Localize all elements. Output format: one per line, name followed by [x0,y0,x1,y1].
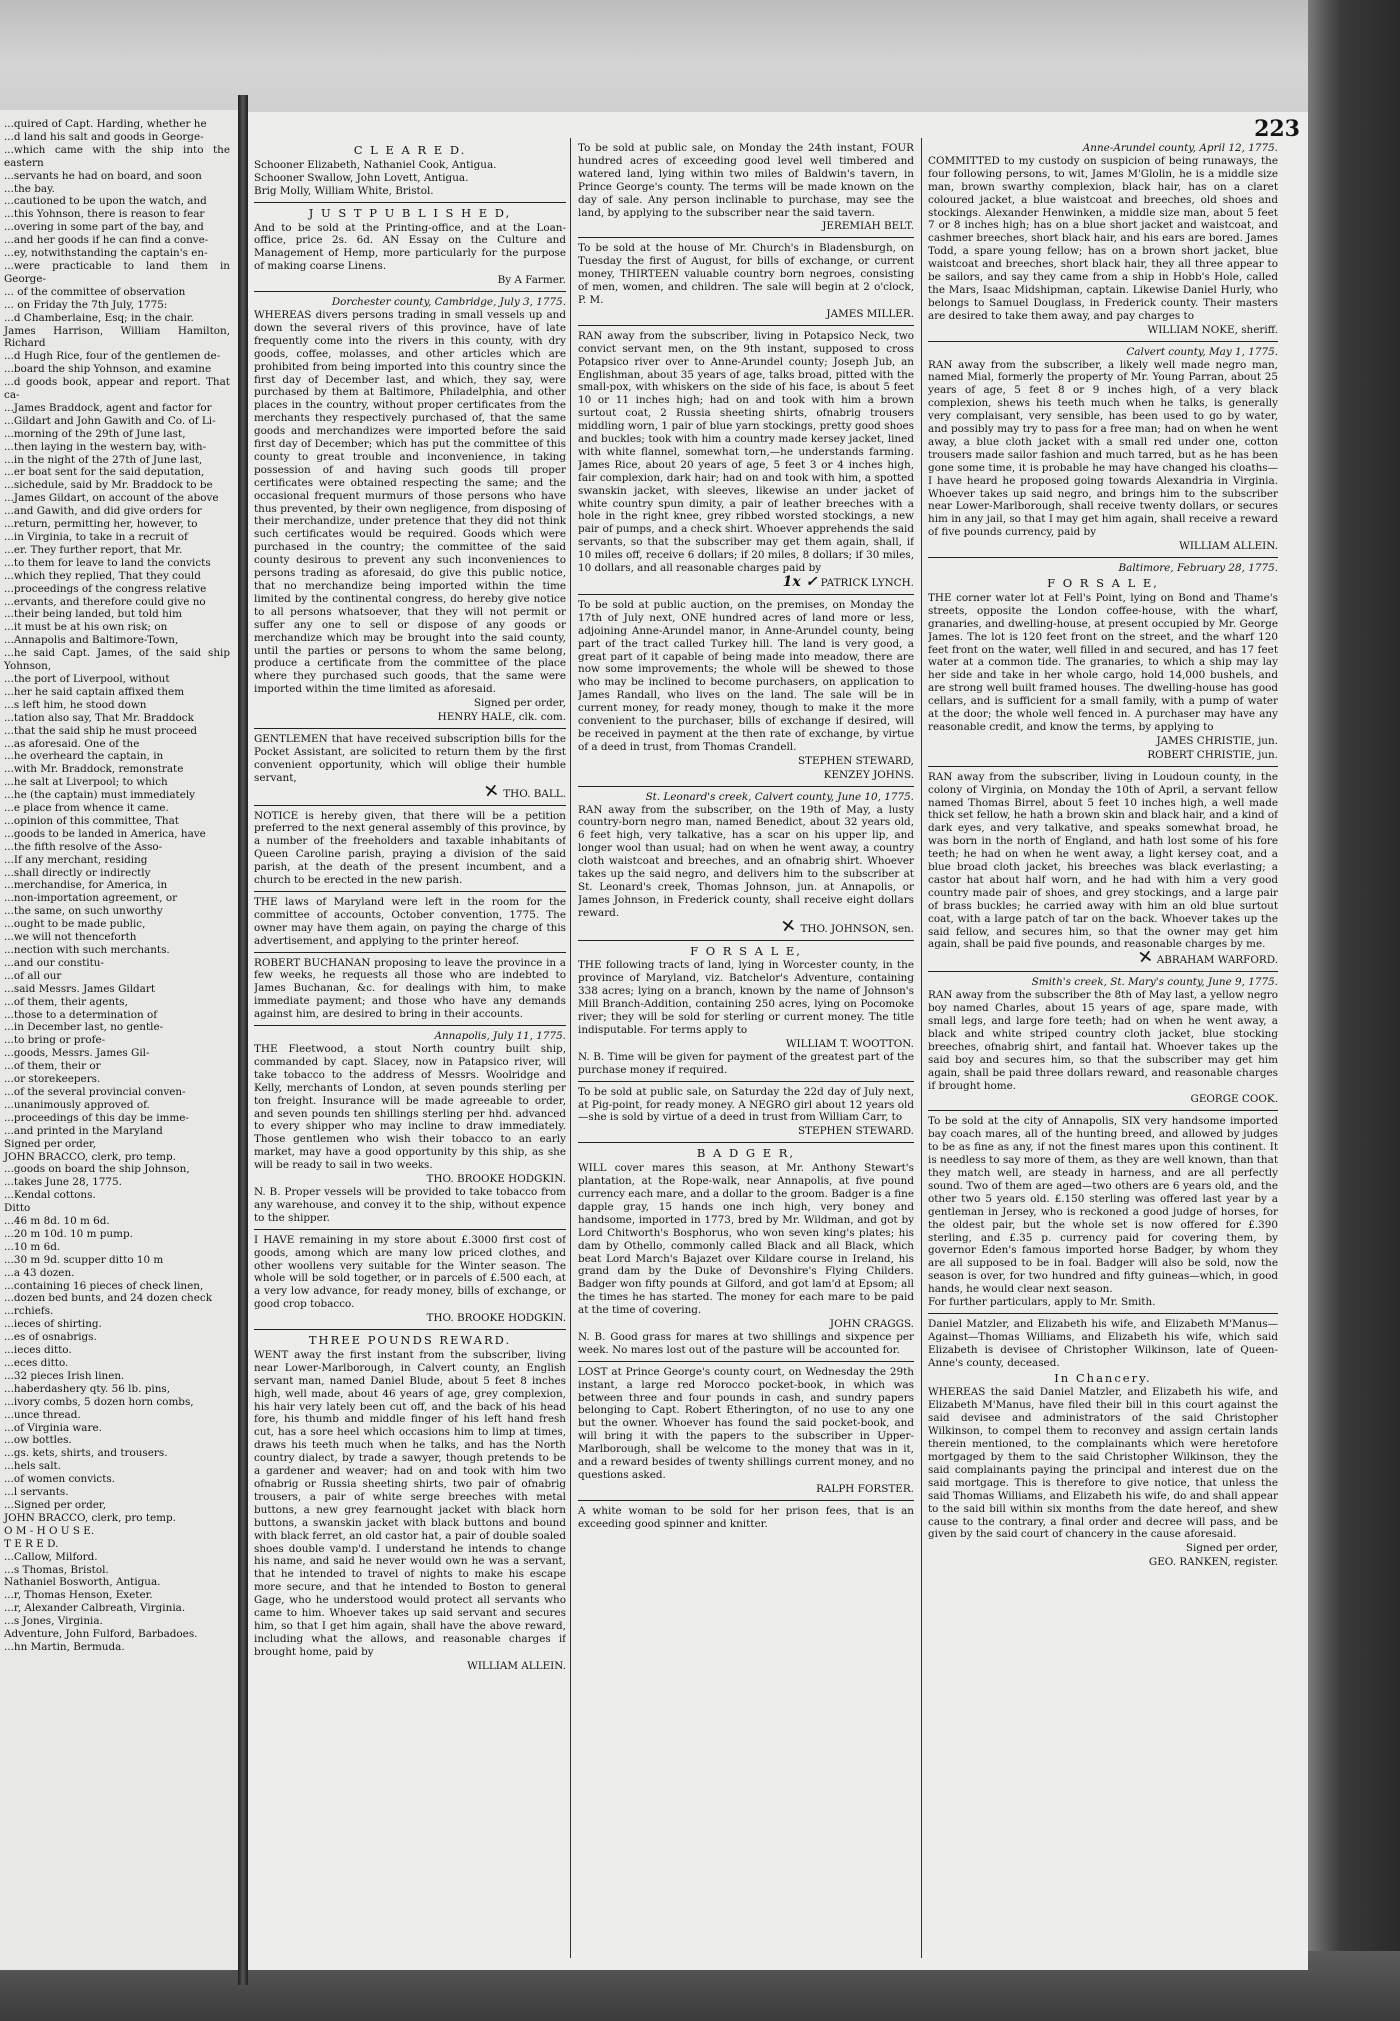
left-text-line: ...which they replied, That they could [4,569,201,582]
left-text-line: ...takes June 28, 1775. [4,1176,122,1189]
left-text-line: ...he salt at Liverpool; to which [4,776,168,789]
left-text-line: ...this Yohnson, there is reason to fear [4,208,205,221]
bladensburgh-sale-ad [578,242,914,320]
left-text-line: ...10 m 6d. [4,1240,61,1253]
left-text-line: ...r, Alexander Calbreath, Virginia. [4,1602,186,1615]
ad-body: And to be sold at the Printing-office, and at the Loan-office, price 2s. 6d. AN Essay on the Culture and Management of Hemp, more particularly for the purpose of making coarse Linens. [254,221,566,273]
left-text-line: ...quired of Capt. Harding, whether he [4,118,207,130]
left-text-line: ...of all our [4,969,62,982]
left-text-line: ...and Gawith, and did give orders for [4,505,202,518]
ad-signature: By A Farmer. [497,274,566,287]
ad-divider [578,237,914,238]
left-text-line: Nathaniel Bosworth, Antigua. [4,1576,161,1589]
ad-signature: Signed per order, [473,697,566,710]
left-text-line: T E R E D. [4,1537,59,1550]
ad-signature: STEPHEN STEWARD, [797,754,914,767]
left-text-line: ...Callow, Milford. [4,1550,98,1563]
left-text-line: ...board the ship Yohnson, and examine [4,363,212,376]
ad-body: RAN away from the subscriber, living in Loudoun county, in the colony of Virginia, on Monday the 10th of April, a servant fellow named Thomas Birrel, about 5 feet 10 inches high, a well made thick set fellow, he hath a brown skin and black hair, and a kind of dark eyes, and very talkative, and speaks somewhat broad, he was born in the north of England, and hath lost some of his fore teeth; he had on when he went away, a light kersey coat, and a blue broad cloth jacket, his breeches was black everlasting; a castor hat about half worn, and he had with him a very good country made pair of shoes, and grey stockings, and a large pair of brass buckles; he carried away with him an old blue surtout coat, with a large patch of tar on the back. Whoever takes up the said fellow, and secures him, so that the owner may get him again, shall be paid five pounds, and reasonable charges by me. [928,770,1278,951]
ad-body: THE corner water lot at Fell's Point, lying on Bond and Thame's streets, opposite the London coffee-house, with the wharf, granaries, and dwelling-house, at present occupied by Mr. George James. The lot is 120 feet front on the street, and the wharf 120 feet front on the water, well filled in and secured, and has 17 feet water at a common tide. The granaries, to which a ship may lay her side and take in her whole cargo, hold 14,000 bushels, and are strong well built framed houses. The dwelling-house has good cellars, and is sufficient for a small family, with a pump of water at the door; the whole well fenced in. A purchaser may have any reasonable credit, and know the terms, by applying to [928,591,1278,733]
ad-dateline: Calvert county, May 1, 1775. [1126,345,1278,358]
ad-divider [928,1313,1278,1314]
left-text-line: ...cautioned to be upon the watch, and [4,195,207,208]
runaway-birrel-ad [928,771,1278,968]
left-text-line: ...which came with the ship into the eastern [4,143,230,169]
runaway-servant-reward-ad [254,1334,566,1673]
ad-divider [254,202,566,203]
left-text-line: ...we will not thenceforth [4,931,137,944]
ad-body: RAN away from the subscriber, a likely well made negro man, named Mial, formerly the property of Mr. Young Parran, about 25 years of age, 5 feet 8 or 9 inches high, of a very black complexion, shews his teeth much when he talks, is generally very complaisant, very sensible, has been used to go by water, and possibly may try to pass for a free man; had on when he went away, a blue cloth jacket with a small red under one, cotton trousers made sailor fashion and much tarred, but as he has been gone some time, it is probable he may have changed his cloaths—I have heard he proposed going towards Alexandria in Virginia. Whoever takes up said negro, and brings him to the subscriber near Lower-Marlborough, shall receive twenty dollars, or secures him in any jail, so that I may get him again, shall receive a reward of five pounds currency, paid by [928,358,1278,539]
ad-body: I HAVE remaining in my store about £.3000 first cost of goods, among which are many low priced clothes, and other woollens very suitable for the Winter season. The whole will be sold together, or in parcels of £.500 each, at a very low advance, for ready money, bills of exchange, or good crop tobacco. [254,1233,566,1311]
left-text-line: James Harrison, William Hamilton, Richard [4,324,230,350]
ad-body: COMMITTED to my custody on suspicion of being runaways, the four following persons, to wit, James M'Glolin, he is a middle size man, brown swarthy complexion, black hair, has on a claret coloured jacket, a blue waistcoat and breeches, old shoes and stockings. Alexander Henwinken, a middle size man, about 5 feet 7 or 8 inches high; has on a blue short jacket and waistcoat, and cashmer breeches, short black hair, and his ears are bored. James Todd, a spare young fellow; has on a brown short jacket, blue waistcoat and breeches, short black hair, they all three appear to be sailors, and say they came from a ship in Hobb's Hole, called the Mars, Isaac Midshipman, captain. Likewise Daniel Hurly, who belongs to Samuel Douglass, in Frederick county. Their masters are desired to take them away, and pay charges to [928,154,1278,322]
auction-ad [578,599,914,782]
left-text-line: JOHN BRACCO, clerk, pro temp. [4,1150,176,1163]
left-text-line: ...of Virginia ware. [4,1421,102,1434]
left-text-line: ...servants he had on board, and soon [4,169,202,182]
ad-divider [578,1142,914,1143]
left-text-line: ...sichedule, said by Mr. Braddock to be [4,479,213,492]
dorchester-committee-notice [254,296,566,724]
ad-divider [254,952,566,953]
ad-divider [578,594,914,595]
left-text-line: ...merchandise, for America, in [4,879,168,892]
ad-note: For further particulars, apply to Mr. Smith. [928,1296,1156,1309]
ink-mark-icon: ✕ [779,914,798,938]
left-text-line: ...ieces of shirting. [4,1318,102,1331]
ad-body: RAN away from the subscriber, on the 19th of May, a lusty country-born negro man, named Benedict, about 32 years old, 6 feet high, very talkative, has a scar on his upper lip, and longer wool than usual; had on when he went away, a country cloth waistcoat and breeches, and an ofnabrig shirt. Whoever takes up the said negro, and delivers him to the subscriber at St. Leonard's creek, Thomas Johnson, jun. at Annapolis, or James Johnson, in Frederick county, shall receive eight dollars reward. [578,803,914,919]
left-text-line: ...haberdashery qty. 56 lb. pins, [4,1382,171,1395]
ad-signature: ✕ THO. BALL. [482,779,566,803]
ad-dateline: St. Leonard's creek, Calvert county, June 10, 1775. [645,790,914,803]
column-3 [928,142,1278,1957]
left-text-line: ...the port of Liverpool, without [4,672,170,685]
ad-body: RAN away from the subscriber the 8th of May last, a yellow negro boy named Charles, about 15 years of age, spare made, with small legs, and large fore teeth; had on when he went away, a black and white striped country cloth jacket, blue stocking breeches, ofnabrig shirt, and fantail hat. Whoever takes up the said boy and secures him, so that the subscriber may get him again, shall be paid three dollars reward, and reasonable charges if brought home. [928,989,1278,1092]
left-page-fragment [0,110,241,1970]
left-text-line: ...hels salt. [4,1460,62,1473]
left-text-line: ...d goods book, appear and report. That ca- [4,376,230,402]
left-text-line: ...hn Martin, Bermuda. [4,1640,125,1653]
left-text-line: ...Kendal cottons. [4,1189,96,1202]
left-text-line: ...those to a determination of [4,1008,158,1021]
ad-signature: JAMES MILLER. [826,307,914,320]
ad-body: LOST at Prince George's county court, on Wednesday the 29th instant, a large red Morocco pocket-book, in which was between three and four pounds in cash, and sundry papers belonging to Capt. Robert Etherington, of no use to any one but the owner. Whoever has found the said pocket-book, and will bring it with the papers to the subscriber in Upper-Marlborough, shall be welcome to the money that was in it, and a reward besides of twenty shillings current money, and no questions asked. [578,1365,914,1481]
left-text-line: ...and our constitu- [4,956,104,969]
ad-dateline: Annapolis, July 11, 1775. [434,1030,566,1043]
left-text-line: ...were practicable to land them in George- [4,259,230,285]
ad-note: N. B. Proper vessels will be provided to take tobacco from any warehouse, and convey it to the ship, without expence to the shipper. [254,1185,566,1224]
left-text-line: ...d Chamberlaine, Esq; in the chair. [4,311,194,324]
left-text-line: ...return, permitting her, however, to [4,518,198,531]
runaway-mial-ad [928,346,1278,554]
left-text-line: ...ought to be made public, [4,918,146,931]
runaway-charles-ad [928,976,1278,1106]
column-rule [921,138,922,1958]
left-text-line: ...to them for leave to land the convicts [4,556,211,569]
left-text-line: ...Gildart and John Gawith and Co. of Li- [4,414,216,427]
ad-body: GENTLEMEN that have received subscription bills for the Pocket Assistant, are solicited to return them by the first convenient opportunity, which will oblige their humble servant, [254,732,566,784]
left-text-line: ...as aforesaid. One of the [4,737,140,750]
left-text-line: ...Signed per order, [4,1498,107,1511]
ad-signature: Signed per order, [1185,1542,1278,1555]
ad-note: N. B. Time will be given for payment of the greatest part of the purchase money if required. [578,1050,914,1076]
ad-body: WILL cover mares this season, at Mr. Anthony Stewart's plantation, at the Rope-walk, near Annapolis, at five pound currency each mare, and a dollar to the groom. Badger is a fine dapple gray, 15 hands one inch high, very boney and handsome, imported in 1773, bred by Mr. Wildman, and got by Lord Chitworth's Bosphorus, who won seven king's plates; his dam by Othello, commonly called Black and all Black, which beat Lord March's Bajazet over Kildare course in Ireland, his grand dam by the Duke of Devonshire's Flying Childers. Badger won fifty pounds at Gilford, and got lam'd at Epsom; all the times he has started. The money for each mare to be paid at the time of covering. [578,1162,914,1317]
ad-heading: B A D G E R, [696,1146,796,1161]
ad-divider [928,971,1278,972]
ad-signature: THO. BROOKE HODGKIN. [426,1312,566,1325]
ad-body: ROBERT BUCHANAN proposing to leave the province in a few weeks, he requests all those who are indebted to James Buchanan, &c. for dealings with him, to make immediate payment; and those who have any demands against him, are desired to bring in their accounts. [254,956,566,1021]
column-2 [578,142,914,1957]
ad-body: WHEREAS divers persons trading in small vessels up and down the several rivers of this province, have of late frequently come into the rivers in this county, with dry goods, coffee, molasses, and other articles which are prohibited from being imported into this country since the first day of December last, and which, they say, were purchased by them at Baltimore, Philadelphia, and other places in the country, without proper certificates from the merchants they respectively purchased of, that the same goods and merchandizes were imported before the said first day of December; which has put the committee of this county to great trouble and inconvenience, in taking possession of and having such goods till proper certificates were obtained respecting the same; and the occasional frequent murmurs of those persons who have thus prevented, by their own negligence, from disposing of their merchandize, under pretence that they did not think such certificates would be required. Goods which were purchased in the country; the committee of the said county desirous to prevent any such inconveniences to persons trading as aforesaid, do give this public notice, that no merchandize being imported within the time limited by the continental congress, do hereby give notice to all persons whatsoever, that they will not permit or suffer any one to sell or dispose of any goods or merchandize which may be brought into the said county, until the parties or persons to whom the same belong, produce a certificate from the committee of the place where they purchased such goods, that the same were imported within the time limited as aforesaid. [254,308,566,696]
lost-pocketbook-ad [578,1366,914,1496]
left-text-line: ...the same, on such unworthy [4,905,163,918]
column-1 [254,142,566,1957]
ad-divider [578,940,914,941]
left-text-line: ...her he said captain affixed them [4,685,185,698]
left-text-line: ...that the said ship he must proceed [4,724,198,737]
left-text-line: ...ieces ditto. [4,1344,72,1357]
ad-divider [254,891,566,892]
ad-dateline: Anne-Arundel county, April 12, 1775. [1082,142,1278,154]
ad-body: To be sold at the house of Mr. Church's in Bladensburgh, on Tuesday the first of August, for bills of exchange, or current money, THIRTEEN valuable country born negroes, consisting of men, women, and children. The sale will begin at 2 o'clock, P. M. [578,242,914,306]
ad-divider [578,325,914,326]
left-text-line: ...ervants, and therefore could give no [4,595,206,608]
left-text-line: ...James Braddock, agent and factor for [4,401,212,414]
ad-divider [578,1081,914,1082]
ad-dateline: Dorchester county, Cambridge, July 3, 1775. [331,296,566,309]
ad-signature: HENRY HALE, clk. com. [437,711,566,724]
ad-signature: GEORGE COOK. [1190,1093,1278,1106]
ad-heading: F O R S A L E, [690,943,802,958]
left-text-line: ...the fifth resolve of the Asso- [4,840,163,853]
newspaper-page [248,112,1308,1970]
left-text-line: ...er. They further report, that Mr. [4,543,183,556]
left-text-line: Signed per order, [4,1137,97,1150]
pig-point-sale-ad [578,1086,914,1139]
left-text-line: ...20 m 10d. 10 m pump. [4,1227,133,1240]
ad-signature: 1x ✓ PATRICK LYNCH. [782,574,914,590]
left-text-line: ...goods on board the ship Johnson, [4,1163,190,1176]
ad-note: N. B. Good grass for mares at two shillings and sixpence per week. No mares lost out of the pasture will be accounted for. [578,1330,914,1356]
left-text-line: ...he overheard the captain, in [4,750,164,763]
left-text-line: ...ow bottles. [4,1434,72,1447]
badger-stud-ad [578,1147,914,1357]
cleared-notice [254,144,566,198]
runaway-convicts-ad [578,330,914,590]
left-text-line: ...er boat sent for the said deputation, [4,466,205,479]
ad-heading: F O R S A L E, [1047,576,1159,590]
white-woman-ad [578,1505,914,1531]
left-text-line: ...in December last, no gentle- [4,1021,164,1034]
left-text-line: ...tation also say, That Mr. Braddock [4,711,194,724]
left-text-line: ...and her goods if he can find a conve- [4,234,209,247]
left-text-line: ...overing in some part of the bay, and [4,221,204,234]
left-text-line: ...nection with such merchants. [4,944,170,956]
ad-divider [928,341,1278,342]
left-text-line: ...goods to be landed in America, have [4,827,206,840]
left-text-line: ...James Gildart, on account of the above [4,492,219,505]
ad-signature: THO. BROOKE HODGKIN. [426,1173,566,1186]
left-text-line: ...proceedings of the congress relative [4,582,207,595]
chancery-notice [928,1318,1278,1569]
ad-divider [578,1500,914,1501]
left-text-line: ...the bay. [4,182,55,195]
ad-body: To be sold at public auction, on the premises, on Monday the 17th of July next, ONE hundred acres of land more or less, adjoining Anne-Arundel manor, in Anne-Arundel county, being part of the tract called Turkey hill. The land is very good, a great part of it capable of being made into meadow, there are now some improvements; the whole will be shewed to those who may be inclined to become purchasers, on application to James Randall, who lives on the land. The sale will be in current money, for ready money, though to make it the more convenient to the purchaser, bills of exchange if desired, will be received in payment at the then rate of exchange, by virtue of a deed in trust, from Thomas Crandell. [578,598,914,753]
ad-signature: WILLIAM T. WOOTTON. [785,1037,914,1050]
left-text-line: ...es of osnabrigs. [4,1331,97,1344]
coach-mares-ad [928,1115,1278,1309]
buchanan-notice [254,957,566,1022]
scan-background-top [0,0,1400,120]
left-text-line: ...with Mr. Braddock, remonstrate [4,763,184,776]
worcester-land-ad [578,945,914,1077]
left-text-line: ... on Friday the 7th July, 1775: [4,298,168,311]
ad-heading: J U S T P U B L I S H E D, [308,205,512,220]
ad-divider [254,1329,566,1330]
left-text-line: ...of them, their or [4,1060,101,1073]
left-text-line: ...of women convicts. [4,1473,116,1486]
left-text-line: ...of them, their agents, [4,995,128,1008]
ad-signature: STEPHEN STEWARD. [797,1125,914,1138]
left-text-line: ...d Hugh Rice, four of the gentlemen de- [4,350,221,363]
ship-line: Schooner Elizabeth, Nathaniel Cook, Antigua. [254,158,497,171]
left-text-line: ...gs. kets, shirts, and trousers. [4,1447,168,1460]
left-text-line: ...a 43 dozen. [4,1266,75,1279]
ad-divider [578,786,914,787]
left-text-line: ...46 m 8d. 10 m 6d. [4,1215,110,1228]
left-text-line: ...unanimously approved of. [4,1098,150,1111]
left-text-line: ...in Virginia, to take in a recruit of [4,531,188,543]
ad-divider [578,1361,914,1362]
ad-divider [254,1229,566,1230]
ad-signature: ✕ ABRAHAM WARFORD. [1136,946,1278,970]
ad-divider [928,766,1278,767]
ad-divider [254,805,566,806]
ad-signature: JAMES CHRISTIE, jun. [1156,734,1278,747]
left-text-line: ...Annapolis and Baltimore-Town, [4,634,179,647]
left-text-line: ...their being landed, but told him [4,608,182,621]
left-page-text [4,118,230,1654]
committed-runaways-notice [928,142,1278,337]
left-text-line: ...ivory combs, 5 dozen horn combs, [4,1395,194,1408]
ad-parties: Daniel Matzler, and Elizabeth his wife, and Elizabeth M'Manus—Against—Thomas Williams, and Elizabeth his wife, which said Elizabeth is devisee of Christopher Wilkinson, late of Queen-Anne's county, deceased. [928,1317,1278,1369]
ink-mark-icon: ✕ [1136,946,1154,970]
page-number: 223 [1254,116,1300,142]
ad-dateline: Baltimore, February 28, 1775. [1118,562,1278,575]
ad-body: To be sold at public sale, on Saturday the 22d day of July next, at Pig-point, for ready money. A NEGRO girl about 12 years old—she is sold by virtue of a deed in trust from William Carr, to [578,1085,914,1124]
left-text-line: ...containing 16 pieces of check linen, [4,1279,204,1292]
book-gutter [238,95,248,1985]
ad-body: RAN away from the subscriber, living in Potapsico Neck, two convict servant men, on the 9th instant, supposed to cross Potapsico river over to Anne-Arundel county; Joseph Jub, an Englishman, about 35 years of age, talks broad, pitted with the small-pox, with whiskers on the side of his face, is about 5 feet 10 or 11 inches high; had on and took with him a brown surtout coat, 2 Russia sheeting shirts, ofnabrig trousers middling worn, 1 pair of blue yarn stockings, pretty good shoes and buckles; took with him a country made kersey jacket, lined with white flannel, somewhat torn,—he understands farming. James Rice, about 20 years of age, 5 feet 3 or 4 inches high, fair complexion, dark hair; had on and took with him, a spotted swanskin jacket, with sleeves, likewise an under jacket of white country spun dimity, a pair of leather breeches with a hole in the right knee, grey ribbed worsted stockings, a new pair of pumps, and a check shirt. Whoever apprehends the said servants, so that the subscriber may get them again, shall, if 10 miles off, receive 6 dollars; if 20 miles, 8 dollars; if 30 miles, 10 dollars, and all reasonable charges paid by [578,329,914,575]
fells-point-sale-ad [928,562,1278,762]
handwritten-mark-icon: 1x ✓ [782,574,818,590]
book-edge [1308,0,1400,2021]
ad-heading: C L E A R E D. [353,143,467,157]
ad-signature: GEO. RANKEN, register. [1148,1556,1278,1569]
left-text-line: JOHN BRACCO, clerk, pro temp. [4,1511,176,1524]
ad-heading: THREE POUNDS REWARD. [308,1333,512,1348]
ad-signature: JEREMIAH BELT. [822,220,914,233]
left-text-line: ...shall directly or indirectly [4,866,151,879]
left-text-line: ...or storekeepers. [4,1073,101,1086]
left-text-line: ...non-importation agreement, or [4,892,178,905]
left-text-line: ...l servants. [4,1486,69,1499]
left-text-line: ...s Thomas, Bristol. [4,1563,109,1576]
ad-signature: ROBERT CHRISTIE, jun. [1147,748,1278,761]
ad-signature: WILLIAM NOKE, sheriff. [1147,323,1278,336]
left-text-line: ...said Messrs. James Gildart [4,982,156,995]
ad-body: WHEREAS the said Daniel Matzler, and Elizabeth his wife, and Elizabeth M'Manus, have filed their bill in this court against the said devisee and administrators of the said Christopher Wilkinson, to compel them to reconvey and assign certain lands therein mentioned, to the complainants which were heretofore mortgaged by them to the said Christopher Wilkinson, they the said complainants paying the principal and interest due on the said mortgage. This is therefore to give notice, that unless the said Thomas Williams, and Elizabeth his wife, do and shall appear to the said bill within six months from the date hereof, and shew cause to the contrary, a final order and decree will pass, and be given by the said court of chancery in the cause aforesaid. [928,1386,1278,1541]
hemp-essay-ad [254,207,566,287]
ad-divider [254,291,566,292]
pocket-assistant-ad [254,733,566,801]
left-text-line: ...d land his salt and goods in George- [4,130,204,143]
ad-divider [928,557,1278,558]
left-text-line: ...s Jones, Virginia. [4,1615,103,1628]
ad-body: A white woman to be sold for her prison fees, that is an exceeding good spinner and knitter. [578,1504,914,1530]
left-text-line: ...ey, notwithstanding the captain's en- [4,247,208,260]
ad-divider [928,1110,1278,1111]
ad-signature: ✕ THO. JOHNSON, sen. [779,914,914,938]
left-text-line: ...morning of the 29th of June last, [4,427,186,440]
ad-divider [254,1025,566,1026]
left-text-line: ...and printed in the Maryland [4,1124,163,1137]
left-text-line: Ditto [4,1202,31,1215]
ink-mark-icon: ✕ [482,779,501,803]
left-text-line: O M - H O U S E. [4,1524,95,1537]
left-text-line: ...of the several provincial conven- [4,1085,186,1098]
ad-body: WENT away the first instant from the subscriber, living near Lower-Marlborough, in Calvert county, an English servant man, named Daniel Blude, about 5 feet 8 inches high, well made, about 46 years of age, grey complexion, his hair very lately been cut off, and the back of his head fore, his thumb and middle finger of his left hand fresh cut, has a sore heel which occasions him to limp at times, draws his teeth much when he talks, and has the North country dialect, by trade a sawyer, though pretends to be a gardener and weaver; had on and took with him two ofnabrig or Russia sheeting shirts, two pair of ofnabrig trousers, a pair of white serge breeches with metal buttons, a new grey fearnought jacket with black horn buttons, a swanskin jacket with black buttons and bound with black ferret, an old castor hat, a pair of double soaled shoes double vamp'd. I understand he intends to change his name, and said he never would own he was a servant, that he intended to travel of nights to make his escape more secure, and that he intended to Boston to general Gage, who he understood would protect all servants who came to him. Whoever takes up said servant and secures him, so that I get him again, shall have the above reward, including what the allows, and reasonable charges if brought home, paid by [254,1348,566,1658]
left-text-line: ...then laying in the western bay, with- [4,440,207,453]
ad-body: To be sold at public sale, on Monday the 24th instant, FOUR hundred acres of exceeding good level well timbered and watered land, lying within two miles of Baldwin's tavern, in Prince George's county. The terms will be made known on the day of sale. Any person inclinable to purchase, may see the land, by applying to the subscriber near the said tavern. [578,142,914,219]
left-text-line: ...goods, Messrs. James Gil- [4,1047,150,1060]
ad-body: NOTICE is hereby given, that there will be a petition preferred to the next general assembly of this province, by a number of the freeholders and taxable inhabitants of Queen Caroline parish, praying a division of the said parish, at the death of the present incumbent, and a church to be erected in the new parish. [254,809,566,887]
left-text-line: Adventure, John Fulford, Barbadoes. [4,1628,198,1641]
left-text-line: ...he (the captain) must immediately [4,789,196,802]
ship-line: Brig Molly, William White, Bristol. [254,184,434,197]
fleetwood-shipping-ad [254,1030,566,1225]
ad-signature: RALPH FORSTER. [816,1482,914,1495]
left-text-line: ...eces ditto. [4,1357,69,1369]
ad-heading: In Chancery. [1054,1370,1152,1385]
left-text-line: ...s left him, he stood down [4,698,147,711]
left-text-line: ...to bring or profe- [4,1034,106,1047]
left-text-line: ...e place from whence it came. [4,802,169,815]
ad-signature: JOHN CRAGGS. [829,1318,914,1331]
ad-body: THE laws of Maryland were left in the room for the committee of accounts, October convention, 1775. The owner may have them again, on paying the charge of this advertisement, and applying to the printer hereof. [254,895,566,947]
left-text-line: ...If any merchant, residing [4,853,148,866]
left-text-line: ...he said Capt. James, of the said ship Yohnson, [4,647,230,673]
laws-notice [254,896,566,948]
left-text-line: ...it must be at his own risk; on [4,621,168,634]
left-text-line: ...unce thread. [4,1408,81,1421]
ad-signature: KENZEY JOHNS. [823,768,914,781]
runaway-negro-ad [578,791,914,936]
left-text-line: ...opinion of this committee, That [4,814,179,827]
ad-divider [254,728,566,729]
left-text-line: ... of the committee of observation [4,285,186,298]
ad-dateline: Smith's creek, St. Mary's county, June 9, 1775. [1031,976,1278,989]
left-text-line: ...in the night of the 27th of June last, [4,453,203,466]
ad-signature: WILLIAM ALLEIN. [467,1659,566,1672]
left-text-line: ...proceedings of this day be imme- [4,1111,189,1124]
woollens-ad [254,1234,566,1325]
left-text-line: ...dozen bed bunts, and 24 dozen check [4,1292,213,1305]
left-text-line: ...r, Thomas Henson, Exeter. [4,1589,153,1602]
ad-body: THE following tracts of land, lying in Worcester county, in the province of Maryland, viz. Batchelor's Adventure, containing 338 acres; lying on a branch, known by the name of Johnson's Mill Branch-Addition, containing 250 acres, lying on Pocomoke river; they will be sold for sterling or current money. The title indisputable. For terms apply to [578,959,914,1036]
ad-body: THE Fleetwood, a stout North country built ship, commanded by capt. Slacey, now in Patapsico river, will take tobacco to the address of Messrs. Woolridge and Kelly, merchants of London, at seven pounds sterling per ton freight. Insurance will be made agreeable to order, and seven pounds ten shillings sterling per hhd. advanced to every shipper who may incline to draw immediately. Those gentlemen who wish their tobacco to an early market, may have a good opportunity by this ship, as she will be ready to sail in two weeks. [254,1043,566,1172]
left-text-line: ...32 pieces Irish linen. [4,1369,125,1382]
column-rule [570,138,571,1958]
land-sale-ad [578,142,914,233]
ad-signature: WILLIAM ALLEIN. [1179,540,1278,553]
ad-body: To be sold at the city of Annapolis, SIX very handsome imported bay coach mares, all of the hunting breed, and allowed by judges to be as fine as any, if not the finest mares upon this continent. It is needless to say more of them, as they are well known, than that they match well, are steady in harness, and are all perfectly sound. Two of them are aged—two others are 6 years old, and the other two 5 years old. £.150 sterling was offered last year by a gentleman in Jersey, who is reckoned a good judge of horses, for the oldest pair, but the whole set is now offered for £.390 sterling, and £.35 p. currency paid for covering them, by governor Eden's famous imported horse Badger, by whom they are all supposed to be in foal. Badger will also be sold, now the season is over, for two hundred and fifty guineas—which, in good hands, he would clear next season. [928,1115,1278,1296]
left-text-line: ...30 m 9d. scupper ditto 10 m [4,1253,164,1266]
ship-line: Schooner Swallow, John Lovett, Antigua. [254,171,469,184]
left-text-line: ...rchiefs. [4,1305,54,1318]
petition-notice [254,810,566,887]
